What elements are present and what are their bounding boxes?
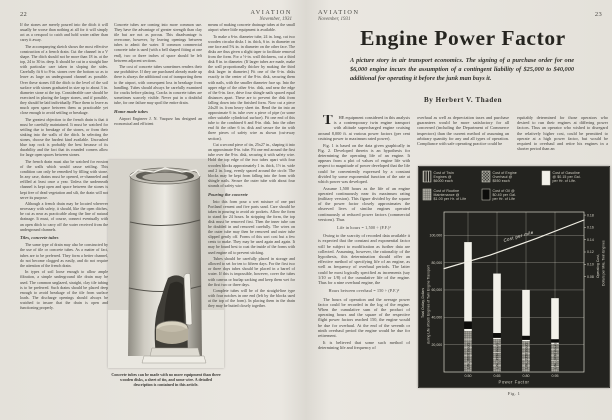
- svg-text:0.65: 0.65: [493, 374, 501, 378]
- svg-text:Life, 6000 hours: Life, 6000 hours: [466, 342, 471, 369]
- masthead-title: AVIATION: [318, 9, 360, 16]
- fig1-bar-chart: [418, 166, 610, 388]
- masthead-date: November, 1931: [318, 16, 351, 22]
- paragraph: The greatest objection to the french drain is that it must be carefully maintained. It must be watched for settling due to breakage of the stones, or from their sinking into the walls of the ditch. In selecting the stones, choose the hardest kind available. Uncrushed blue trap rock is probably the best because of its durability and the fact that its rounded corners allow for large open spaces between stones.: [20, 116, 108, 158]
- svg-text:Engines @: Engines @: [433, 175, 452, 180]
- paragraph: Complete tubes will be of the straight-line type with four notches in one end (left by the blocks used at the top of the form). In placing them in the drain they may be butted closely together.: [208, 288, 295, 309]
- svg-text:20,000: 20,000: [431, 342, 443, 347]
- right-page-column-1: [318, 115, 410, 393]
- paragraph: equitably determined for those operators who desired to run their engines at differing power factors. Thus an operator who wished to disregard the relatively higher cost, could be permitted to operate at a high power factor, but would be required to overhaul and retire his engines in a shorter period than an: [517, 115, 608, 152]
- svg-text:Life, 2350 hours: Life, 2350 hours: [524, 342, 529, 369]
- page-23: [306, 0, 612, 420]
- article-byline: By Herbert V. Thaden: [423, 96, 503, 104]
- paragraph: In types of soil loose enough to allow ample filtration, a simple underground tile drain may be used. The common unglazed, straight, clay tile tubing is to be preferred. Such drains should be placed deep enough to avoid breakage of the tile from surface loads. The discharge openings should always be watched to insure that the drain is open and functioning properly.: [20, 269, 108, 310]
- svg-text:Cost of Oil @: Cost of Oil @: [492, 189, 515, 194]
- drop-cap: T: [323, 115, 333, 128]
- svg-text:Overhaul @: Overhaul @: [492, 175, 513, 180]
- column-heading: Tiles, concrete tubes: [20, 235, 59, 241]
- paragraph: Cut a second piece of tin, 25x27 in., shaping it into an approximate 8-in. tube. Fit one end around the first tube over the 8-in. disk, securing it with safety wire. Hold the top edge of the two tubes apart with four wooden blocks approximately 1 in. thick, 1½ in. wide and 2 in. long, evenly spaced around the circle. The blocks may be kept from falling into the form with shingle nails. Secure the outer tube with about four strands of safety wire.: [208, 142, 295, 188]
- paragraph: means of making concrete drainage tubes at the small airport where little equipment is available.: [208, 22, 295, 33]
- column-heading: Home made tubes: [114, 108, 148, 114]
- paragraph: Fig. 1 is based on the data given graphically in Fig. 2. Developed therein is an hypothesis for determining the operating life of an engine. It appears from a plot of values of engine life with respect to magnitude of power developed that the life could be conveniently expressed by a constant divided by some exponential function of the rate at which power was developed.: [318, 142, 410, 184]
- masthead-right-page: [318, 9, 360, 22]
- paragraph: overhaul as well as depreciation taxes and purchase guarantees would be more satisfactory for all concerned (including the Department of Commerce inspectors) than the current method of assuming an arbitrary quantity for any and all types of operation. Compliance with safe operating practice could be: [417, 115, 509, 147]
- paragraph: The accompanying sketch shows the most effective construction of a french drain. Cut the channel in a V shape. The ditch should not be more than 18 in. at the top, 24 to 30 in. deep. It should be cut in a straight line with particular care taken in sloping the sides. Carefully fit 6 to 8-in. stones over the bottom so as to leave as large an underground channel as possible. Over these stones fill the ditch to the level of the soil surface with stones graduated in size up to about 3 in. diameter stone at the top. Considerable care should be exercised in placing the larger stones, and if possible, they should be laid individually. Place them to leave as much open space between them as practicable yet close enough to avoid settling or breakage.: [20, 43, 108, 116]
- svg-text:0.08: 0.08: [587, 274, 594, 279]
- paragraph: The hours of operation and the average power factor could be recorded in the log of the engine. When the cumulative sum of the product of operating hours and the square of the respective flight power factors reached 150, the engine would be due for overhaul. At the end of the seventh or ninth overhaul period the engine would be due for retirement.: [318, 296, 410, 338]
- paragraph: Assume 1,500 hours as the life of an engine operated continuously near its maximum rating (military version). This figure divided by the square of the power factor closely approximates the observed lives of similar engines operated continuously at reduced power factors (commercial versions). Thus: [318, 185, 410, 222]
- svg-text:40,000: 40,000: [431, 315, 443, 320]
- fig1-chart-canvas: [418, 166, 610, 388]
- equation: Life in hours = 1,500 ÷ (P.F.)²: [337, 225, 391, 231]
- svg-text:Operating Cost,: Operating Cost,: [596, 254, 600, 278]
- left-page-column-2: [114, 22, 202, 158]
- equation: Hours between overhaul = 150 ÷ (P.F.)²: [328, 288, 400, 294]
- svg-text:Cost of Twin: Cost of Twin: [433, 171, 454, 176]
- figure-caption: Fig. 1: [507, 391, 521, 396]
- concrete-tube-photo: [108, 160, 224, 368]
- masthead-date: November, 1931: [259, 16, 292, 22]
- masthead-left-page: [250, 9, 292, 22]
- svg-text:Cost of Routine: Cost of Routine: [433, 189, 460, 194]
- paragraph: T HE equipment considered in this analysis is a contemporary twin engine transport with altitude supercharged engine cruising around 8,000 ft. at various power factors (per cent cruising power to maximum rated power).: [318, 115, 410, 141]
- paragraph: The same type of drain may also be constructed by the use of tile or concrete tubes. As a matter of fact, tubes are to be preferred. They form a better channel, do not become clogged as easily, and do not require the attention of the french drain.: [20, 242, 108, 268]
- svg-text:Total Outlay, Dollars: Total Outlay, Dollars: [421, 287, 425, 318]
- paragraph: To make a 6-in. diameter tube, 24 in. long, cut two wooden circular disks 1 in. thick, 6 in. in diameter on one face and 5¾ in. in diameter on the other face. The disks are thus given a slight taper to facilitate removal from the form. For a ½-in. wall thickness, cut a third disk 8 in. in diameter. (If larger tubes are made, make the wall proportionally thicker by making the third disk larger in diameter.) Fit one of the 6-in. disks exactly in the center of the 8-in. disk, securing them with nails, with the smaller diameter face up. Into the upper edge of the other 6-in. disk, and near the edge of the 6-in. face, drive four shingle nails spaced equal distances apart. These are to prevent the disk from falling down into the finished form. Now cut a piece 24x20 in. from heavy sheet tin. Bend the tin into an approximate 6 in. tube over a piece of pipe (or some other suitable cylindrical surface). Fit one end of this tube to the combined 6 and 8-in. disk. Into the other end fit the other 6 in. disk and secure the tin with three pieces of safety wire as shown (cut-away section).: [208, 33, 295, 141]
- page-number-left: 22: [20, 11, 28, 18]
- svg-text:$550 each: $550 each: [492, 179, 510, 183]
- column-heading: Pouring the concrete: [208, 191, 248, 197]
- svg-text:Cost per mile: Cost per mile: [502, 229, 535, 243]
- paragraph: The cost of concrete tubes sometimes renders their use prohibitive. If they are purchased already made up there is always the additional cost of transporting them to the airport, with consequent loss in breakage from handling. Tubes should always be carefully examined for cracks before placing. Cracks in concrete tubes are sometimes scarcely visible. Never put in a doubtful tube, for one failure may spoil the entire drain.: [114, 64, 202, 105]
- left-page-column-1: [20, 22, 108, 395]
- svg-text:$0.40 per Gal.: $0.40 per Gal.: [492, 193, 517, 198]
- svg-text:0.14: 0.14: [587, 237, 594, 242]
- page-number-right: 23: [594, 11, 602, 18]
- photo-caption: Concrete tubes can be made with no more equipment than three wooden disks, a sheet of tin, and some wire. A detailed description is contained in this article.: [111, 372, 221, 387]
- right-page-column-3: [517, 115, 608, 164]
- left-page-column-3: [208, 22, 295, 395]
- masthead-title: AVIATION: [250, 9, 292, 16]
- svg-text:per Hr. of Life.: per Hr. of Life.: [552, 179, 577, 183]
- svg-text:Life, 3550 hours: Life, 3550 hours: [495, 342, 500, 369]
- svg-text:0.16: 0.16: [587, 225, 594, 230]
- svg-text:during Life of both Engines of: during Life of both Engines of Twin Engine Transport: [426, 265, 431, 344]
- paragraph: Airport Engineer J. N. Vasquez has designed an economical and efficient: [114, 115, 202, 126]
- svg-text:80,000: 80,000: [431, 260, 443, 265]
- svg-text:$1.00 per Hr. of Life: $1.00 per Hr. of Life: [433, 197, 467, 201]
- svg-text:Maintenance @: Maintenance @: [433, 193, 460, 198]
- svg-text:0.12: 0.12: [587, 250, 594, 255]
- svg-text:100,000: 100,000: [429, 233, 443, 238]
- paragraph: Tubes should be carefully placed in storage and allowed to set for ten to fifteen days. For the first two or three days tubes should be placed in a barrel of water. If this is impossible, however, cover the tubes with canvas or burlap sacking and keep them wet for the first two or three days.: [208, 256, 295, 287]
- svg-text:0.18: 0.18: [587, 213, 594, 218]
- svg-text:Dollars per Mile, Twin Engines: Dollars per Mile, Twin Engines: [601, 240, 606, 286]
- svg-text:0.50: 0.50: [464, 374, 472, 378]
- svg-text:Cost of Engine: Cost of Engine: [492, 171, 517, 176]
- svg-text:0.10: 0.10: [587, 262, 594, 267]
- article-title: Engine Power Factor: [360, 26, 566, 50]
- paragraph: Owing to the scarcity of recorded data available it is expected that the constant and exponential factor will be subject to modification as further data are collected. Assuming, however, the rationality of the hypothesis, this determination should offer an effective method of specifying life of an engine, as well as frequency of overhaul periods. The latter could be most logically specified as increments (say 1/10 or 1/8) of the cumulative life of the engine. Thus for a nine overhaul engine, the: [318, 233, 410, 286]
- paragraph: Although a french drain may be located wherever necessary with safety, it should, like the open ditches, be cut as near as practicable along the line of natural drainage. It must, of course, connect eventually with an open ditch to carry off the water received from the underground channels.: [20, 201, 108, 232]
- paragraph: It is believed that some such method of determining life and frequency of: [318, 339, 410, 350]
- svg-text:per Hr. of Life: per Hr. of Life: [492, 197, 516, 201]
- svg-text:Cost of Gasoline: Cost of Gasoline: [552, 171, 580, 176]
- concrete-tube-illustration: [108, 160, 224, 368]
- article-subtitle: A picture story in air transport economics. The signing of a purchase order for one $6,000 engine incurs the assumption of a contingent liability of $25,000 to $40,000 additional for operating it before the junk man buys it.: [350, 57, 574, 82]
- paragraph: The french drain must also be watched for erosion of the walls which would cause settling. This condition can only be remedied by filling with stone. In any case, drains must be opened, re-channeled and refilled at least once a year. Unless the underneath channel is kept open and space between the stones is kept free of dead vegetation and silt, the drain will not serve its purpose.: [20, 158, 108, 200]
- svg-text:@ $0.15 per Gal.: @ $0.15 per Gal.: [552, 175, 581, 180]
- svg-text:Power Factor: Power Factor: [498, 379, 530, 385]
- svg-text:0.80: 0.80: [522, 374, 530, 378]
- svg-text:Life, 1650 hours: Life, 1650 hours: [553, 342, 558, 369]
- paragraph: If the stones are merely poured into the ditch it will usually be worse than nothing at all for it will simply act as a cesspool to catch and hold water rather than carry it away.: [20, 22, 108, 43]
- svg-text:60,000: 60,000: [431, 288, 443, 293]
- paragraph: Into this form pour a wet mixture of one part Portland cement and five parts sand. Care should be taken in pouring to avoid air pockets. Allow the form to stand for 24 hours. In stripping the form, the top disk must be removed first. Then the inner tube can be doubled in and removed carefully. The wires on the outer tube may then be removed and outer tube slipped gently off. Forms of this sort cost but a few cents to make. They may be used again and again. It may be found best to coat the inside of the forms with used engine oil to prevent sticking.: [208, 198, 295, 255]
- svg-text:0.95: 0.95: [551, 374, 559, 378]
- svg-text:$6000 each: $6000 each: [433, 179, 453, 183]
- paragraph: Concrete tubes are coming into more common use. They have the advantage of greater strength than clay tile but are not as porous. This disadvantage is overcome, however, by leaving openings between tubes to admit the water. If common commercial concrete tube is used (with a bell shaped fitting at one end), two or three inches of space should be left between adjacent sections.: [114, 22, 202, 63]
- right-page-column-2: [417, 115, 509, 164]
